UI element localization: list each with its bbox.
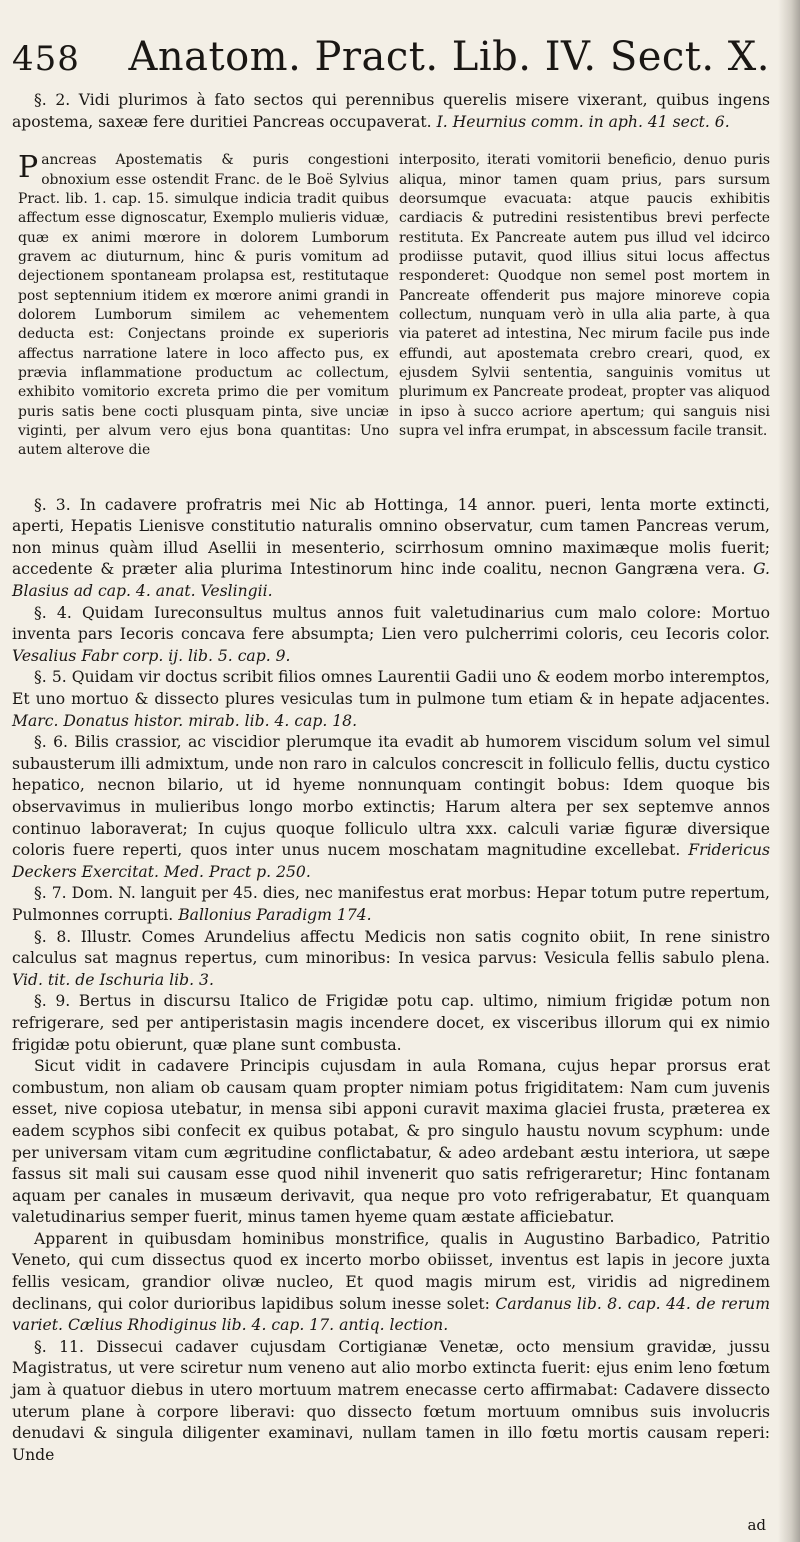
section-paragraph (12, 991, 770, 1056)
section-reference: Vesalius Fabr corp. ij. lib. 5. cap. 9. (12, 646, 291, 665)
section-paragraph (12, 667, 770, 732)
section-paragraph (12, 1056, 770, 1229)
running-title: Anatom. Pract. Lib. IV. Sect. X. (128, 34, 770, 80)
intro-text: §. 2. Vidi plurimos à fato sectos qui perennibus querelis misere vixerant, quibus ingens apostema, saxeæ fere duritiei Pancreas occupaverat. (12, 91, 770, 131)
right-column-text: interposito, iterati vomitorii beneficio, denuo puris aliqua, minor tamen quam prius, pars sursum deorsumque evacuata: atque paucis exhibitis cardiacis & putredini resistentibus brevi perfecte restituta. Ex Pancreate autem pus illud vel idcirco prodiisse putavit, quod illius situi locus affectus responderet: Quodque non semel post mortem in Pancreate offenderit pus majore minoreve copia collectum, nunquam verò in ulla alia parte, à qua via pateret ad intestina, Nec mirum facile pus inde effundi, aut apostemata crebro creari, quod, ex ejusdem Sylvii sententia, sanguinis vomitus ut plurimum ex Pancreate prodeat, propter vas aliquod in ipso à succo acriore apertum; qui sanguis nisi supra vel infra erumpat, in abscessum facile transit. (399, 152, 770, 439)
page-header (12, 34, 770, 90)
section-paragraph (12, 495, 770, 603)
section-reference: G. Blasius ad cap. 4. anat. Veslingii. (12, 560, 771, 601)
section-paragraph (12, 927, 770, 992)
section-text: §. 6. Bilis crassior, ac viscidior plerumque ita evadit ab humorem viscidum solum vel simul subausterum illi admixtum, unde non raro in calculos concrescit in folliculo fellis, ductu cystico hepatico, necnon bilario, ut id hyeme nonnunquam contingit bobus: Idem quoque bis observavimus in mulieribus longo morbo extinctis; Harum altera per sex septemve annos continuo laboraverat; In cujus quoque folliculo ultra xxx. calculi variæ figuræ diversique coloris fuere reperti, quos inter unus nucem moschatam magnitudine excellebat. (12, 733, 770, 860)
section-text: §. 9. Bertus in discursu Italico de Frigidæ potu cap. ultimo, nimium frigidæ potum non refrigerare, sed per antiperistasin magis incendere docet, ex visceribus illorum qui ex nimio frigidæ potu obierunt, quæ plane sunt combusta. (12, 992, 770, 1054)
section-text: §. 4. Quidam Iureconsultus multus annos fuit valetudinarius cum malo colore: Mortuo inventa pars Iecoris concava fere absumpta; Lien vero pulcherrimi coloris, ceu Iecoris color. (12, 603, 770, 644)
page-number: 458 (12, 39, 80, 79)
section-reference: Marc. Donatus histor. mirab. lib. 4. cap. 18. (12, 711, 358, 730)
drop-cap: P (18, 150, 39, 186)
section-paragraph (12, 603, 770, 668)
section-text: Sicut vidit in cadavere Principis cujusdam in aula Romana, cujus hepar prorsus erat combustum, non aliam ob causam quam propter nimiam potus frigiditatem: Nam cum juvenis esset, nive copiosa utebatur, in mensa sibi apponi curavit maxima glaciei frusta, præterea ex eadem scyphos sibi confecit ex quibus potabat, & pro singulo haustu novum scyphum: unde per universam vitam cum ægritudine conflictabatur, & adeo ardebant æstu interiora, ut sæpe fassus sit mali sui causam esse quod nihil invenerit quo satis refrigeraretur; Hinc fontanam aquam per canales in musæum derivavit, qua neque pro voto refrigerabatur, Et quanquam valetudinarius semper fuerit, minus tamen hyeme quam æstate afficiebatur. (12, 1057, 770, 1227)
section-text: §. 11. Dissecui cadaver cujusdam Cortigianæ Venetæ, octo mensium gravidæ, jussu Magistratus, ut vere sciretur num veneno aut alio morbo extincta fuerit: ejus enim leno fœtum jam à quatuor diebus in utero mortuum matrem enecasse certo affirmabat: Cadavere dissecto uterum plane à corpore liberavi: quo dissecto fœtum mortuum omnibus suis involucris denudavi & singula diligenter examinavi, nullam tamen in illo fœtu mortis causam reperi: Unde (12, 1337, 770, 1464)
section-paragraph (12, 732, 770, 883)
section-paragraph (12, 1337, 770, 1467)
section-reference: Ballonius Paradigm 174. (178, 905, 372, 924)
section-text: §. 7. Dom. N. languit per 45. dies, nec manifestus erat morbus: Hepar totum putre repertum, Pulmonnes corrupti. (12, 884, 770, 924)
section-reference: Fridericus Deckers Exercitat. Med. Pract p. 250. (12, 841, 770, 881)
section-text: Apparent in quibusdam hominibus monstrifice, qualis in Augustino Barbadico, Patritio Veneto, qui cum dissectus quod ex incerto morbo obiisset, inventus est lapis in jecore juxta fellis vesicam, grandior olivæ nucleo, Et quod magis mirum est, viridis ad nigredinem declinans, qui color durioribus lapidibus solum inesse solet: (12, 1229, 770, 1313)
section-reference: Cardanus lib. 8. cap. 44. de rerum variet. Cælius Rhodiginus lib. 4. cap. 17. antiq. lection. (12, 1294, 771, 1335)
section-list (12, 495, 770, 1467)
two-column-block (12, 151, 770, 461)
left-column (12, 151, 389, 461)
section-text: §. 8. Illustr. Comes Arundelius affectu Medicis non satis cognito obiit, In rene sinistro calculus sat magnus repertus, cum minoribus: In vesica parvus: Vesicula fellis sabulo plena. (12, 927, 770, 968)
catchword: ad (747, 1516, 766, 1534)
intro-reference: I. Heurnius comm. in aph. 41 sect. 6. (436, 112, 730, 131)
section-reference: Vid. tit. de Ischuria lib. 3. (12, 970, 214, 989)
page-edge-shadow (778, 0, 800, 1542)
left-column-text: ancreas Apostematis & puris congestioni obnoxium esse ostendit Franc. de le Boë Sylvius Pract. lib. 1. cap. 15. simulque indicia tradit quibus affectum esse dignoscatur, Exemplo mulieris viduæ, quæ ex animi mœrore in dolorem Lumborum gravem ac diuturnum, hinc & puris vomitum ad dejectionem spontaneam prolapsa est, restitutaque post septennium itidem ex mœrore animi grandi in dolorem Lumborum similem ac vehementem deducta est: Conjectans proinde ex superioris affectus narratione latere in loco affecto pus, ex prævia inflammatione productum ac collectum, exhibito vomitorio excreta primo die per vomitum puris satis bene cocti plusquam pinta, sive unciæ viginti, per alvum vero ejus bona quantitas: Uno autem alterove die (18, 152, 389, 459)
section-paragraph (12, 1229, 770, 1337)
section-text: §. 3. In cadavere profratris mei Nic ab Hottinga, 14 annor. pueri, lenta morte extincti, aperti, Hepatis Lienisve constitutio naturalis omnino observatur, cum tamen Pancreas verum, non minus quàm illud Asellii in mesenterio, scirrhosum omnino maximæque molis fuerit; accedente & præter alia plurima Intestinorum hinc inde coalitu, necnon Gangræna vera. (12, 495, 770, 579)
section-paragraph (12, 883, 770, 926)
section-text: §. 5. Quidam vir doctus scribit filios omnes Laurentii Gadii uno & eodem morbo interemptos, Et uno mortuo & dissecto plures vesiculas tum in pulmone tum etiam & in hepate adjacentes. (12, 668, 770, 709)
right-column (399, 151, 770, 461)
intro-paragraph (12, 90, 770, 133)
